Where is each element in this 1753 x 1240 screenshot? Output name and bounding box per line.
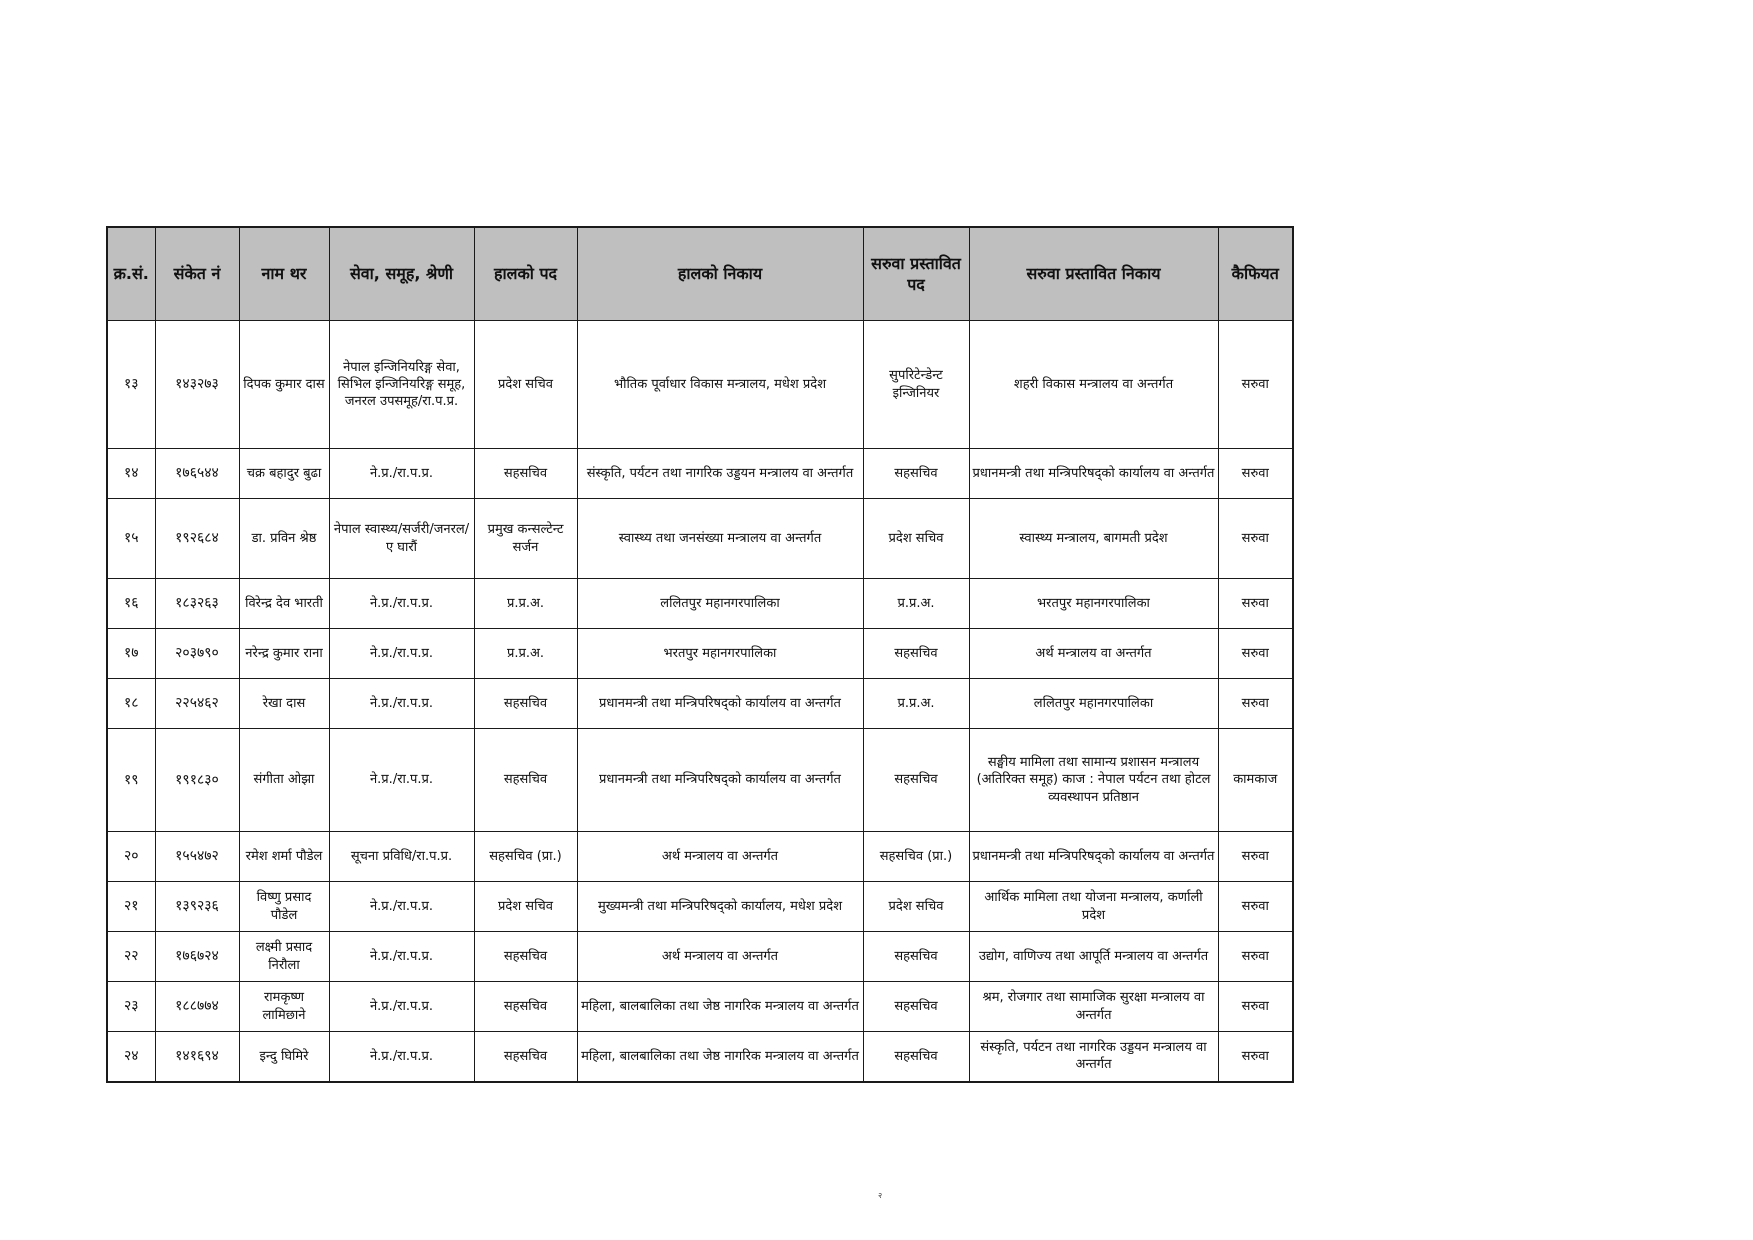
- cell-proposed-office: ललितपुर महानगरपालिका: [969, 679, 1218, 729]
- cell-current-office: अर्थ मन्त्रालय वा अन्तर्गत: [577, 832, 863, 882]
- cell-serial: १६: [107, 579, 155, 629]
- table-row: [107, 499, 1293, 579]
- cell-proposed-post: सहसचिव: [863, 932, 969, 982]
- cell-current-post: सहसचिव: [474, 982, 577, 1032]
- cell-current-post: प्रमुख कन्सल्टेन्ट सर्जन: [474, 499, 577, 579]
- cell-current-post: प्र.प्र.अ.: [474, 579, 577, 629]
- cell-proposed-post: सहसचिव: [863, 449, 969, 499]
- cell-current-post: सहसचिव: [474, 932, 577, 982]
- cell-remarks: कामकाज: [1218, 729, 1293, 832]
- cell-service-group: ने.प्र./रा.प.प्र.: [329, 679, 474, 729]
- cell-proposed-post: सहसचिव: [863, 629, 969, 679]
- table-row: [107, 679, 1293, 729]
- cell-current-post: प्र.प्र.अ.: [474, 629, 577, 679]
- cell-serial: २३: [107, 982, 155, 1032]
- cell-current-office: स्वास्थ्य तथा जनसंख्या मन्त्रालय वा अन्तर्गत: [577, 499, 863, 579]
- cell-service-group: नेपाल स्वास्थ्य/सर्जरी/जनरल/ए घारौं: [329, 499, 474, 579]
- cell-proposed-post: प्र.प्र.अ.: [863, 579, 969, 629]
- cell-name: संगीता ओझा: [239, 729, 329, 832]
- cell-current-office: भरतपुर महानगरपालिका: [577, 629, 863, 679]
- cell-code: १३९२३६: [155, 882, 239, 932]
- table-row: [107, 932, 1293, 982]
- cell-name: डा. प्रविन श्रेष्ठ: [239, 499, 329, 579]
- cell-current-post: सहसचिव: [474, 729, 577, 832]
- cell-current-office: महिला, बालबालिका तथा जेष्ठ नागरिक मन्त्रालय वा अन्तर्गत: [577, 982, 863, 1032]
- cell-proposed-office: उद्योग, वाणिज्य तथा आपूर्ति मन्त्रालय वा अन्तर्गत: [969, 932, 1218, 982]
- cell-remarks: सरुवा: [1218, 499, 1293, 579]
- table-row: [107, 832, 1293, 882]
- cell-code: २०३७९०: [155, 629, 239, 679]
- cell-name: दिपक कुमार दास: [239, 321, 329, 449]
- page-number: २: [878, 1191, 883, 1200]
- cell-name: नरेन्द्र कुमार राना: [239, 629, 329, 679]
- cell-code: १४१६९४: [155, 1032, 239, 1082]
- cell-name: रमेश शर्मा पौडेल: [239, 832, 329, 882]
- cell-current-post: प्रदेश सचिव: [474, 882, 577, 932]
- table-row: [107, 321, 1293, 449]
- cell-serial: २४: [107, 1032, 155, 1082]
- cell-name: इन्दु घिमिरे: [239, 1032, 329, 1082]
- cell-name: चक्र बहादुर बुढा: [239, 449, 329, 499]
- cell-remarks: सरुवा: [1218, 932, 1293, 982]
- cell-remarks: सरुवा: [1218, 629, 1293, 679]
- cell-remarks: सरुवा: [1218, 449, 1293, 499]
- header-code: संकेत नं: [155, 227, 239, 321]
- cell-name: विरेन्द्र देव भारती: [239, 579, 329, 629]
- cell-code: १९१८३०: [155, 729, 239, 832]
- cell-remarks: सरुवा: [1218, 832, 1293, 882]
- table-row: [107, 629, 1293, 679]
- cell-proposed-office: अर्थ मन्त्रालय वा अन्तर्गत: [969, 629, 1218, 679]
- cell-current-office: ललितपुर महानगरपालिका: [577, 579, 863, 629]
- cell-code: १७६७२४: [155, 932, 239, 982]
- cell-proposed-post: प्रदेश सचिव: [863, 882, 969, 932]
- cell-service-group: ने.प्र./रा.प.प्र.: [329, 932, 474, 982]
- cell-service-group: ने.प्र./रा.प.प्र.: [329, 729, 474, 832]
- cell-current-post: सहसचिव: [474, 449, 577, 499]
- cell-name: रामकृष्ण लामिछाने: [239, 982, 329, 1032]
- cell-service-group: ने.प्र./रा.प.प्र.: [329, 629, 474, 679]
- cell-code: १८३२६३: [155, 579, 239, 629]
- cell-serial: २०: [107, 832, 155, 882]
- cell-code: २२५४६२: [155, 679, 239, 729]
- cell-proposed-office: आर्थिक मामिला तथा योजना मन्त्रालय, कर्णाली प्रदेश: [969, 882, 1218, 932]
- cell-current-office: मुख्यमन्त्री तथा मन्त्रिपरिषद्को कार्यालय, मधेश प्रदेश: [577, 882, 863, 932]
- cell-current-office: भौतिक पूर्वाधार विकास मन्त्रालय, मधेश प्रदेश: [577, 321, 863, 449]
- cell-serial: १३: [107, 321, 155, 449]
- cell-proposed-post: प्रदेश सचिव: [863, 499, 969, 579]
- cell-code: १९२६८४: [155, 499, 239, 579]
- header-proposed-office: सरुवा प्रस्तावित निकाय: [969, 227, 1218, 321]
- cell-serial: १८: [107, 679, 155, 729]
- cell-current-office: अर्थ मन्त्रालय वा अन्तर्गत: [577, 932, 863, 982]
- header-row: [107, 227, 1293, 321]
- cell-service-group: सूचना प्रविधि/रा.प.प्र.: [329, 832, 474, 882]
- cell-proposed-office: भरतपुर महानगरपालिका: [969, 579, 1218, 629]
- cell-remarks: सरुवा: [1218, 679, 1293, 729]
- cell-current-office: प्रधानमन्त्री तथा मन्त्रिपरिषद्को कार्यालय वा अन्तर्गत: [577, 679, 863, 729]
- table-row: [107, 982, 1293, 1032]
- cell-service-group: ने.प्र./रा.प.प्र.: [329, 449, 474, 499]
- cell-proposed-post: सुपरिटेन्डेन्ट इन्जिनियर: [863, 321, 969, 449]
- cell-proposed-office: सङ्घीय मामिला तथा सामान्य प्रशासन मन्त्रालय (अतिरिक्त समूह) काज : नेपाल पर्यटन तथा होटल व्यवस्थापन प्रतिष्ठान: [969, 729, 1218, 832]
- header-service-group: सेवा, समूह, श्रेणी: [329, 227, 474, 321]
- cell-serial: १५: [107, 499, 155, 579]
- cell-serial: २२: [107, 932, 155, 982]
- cell-service-group: ने.प्र./रा.प.प्र.: [329, 882, 474, 932]
- cell-remarks: सरुवा: [1218, 321, 1293, 449]
- table-row: [107, 579, 1293, 629]
- cell-proposed-office: श्रम, रोजगार तथा सामाजिक सुरक्षा मन्त्रालय वा अन्तर्गत: [969, 982, 1218, 1032]
- table-row: [107, 449, 1293, 499]
- table-body: [107, 321, 1293, 1082]
- cell-name: विष्णु प्रसाद पौडेल: [239, 882, 329, 932]
- cell-code: १५५४७२: [155, 832, 239, 882]
- cell-proposed-office: प्रधानमन्त्री तथा मन्त्रिपरिषद्को कार्यालय वा अन्तर्गत: [969, 832, 1218, 882]
- header-proposed-post: सरुवा प्रस्तावित पद: [863, 227, 969, 321]
- cell-current-post: सहसचिव: [474, 679, 577, 729]
- cell-serial: १४: [107, 449, 155, 499]
- cell-current-post: प्रदेश सचिव: [474, 321, 577, 449]
- cell-proposed-post: प्र.प्र.अ.: [863, 679, 969, 729]
- table-row: [107, 729, 1293, 832]
- header-name: नाम थर: [239, 227, 329, 321]
- cell-service-group: ने.प्र./रा.प.प्र.: [329, 579, 474, 629]
- cell-remarks: सरुवा: [1218, 882, 1293, 932]
- cell-service-group: ने.प्र./रा.प.प्र.: [329, 1032, 474, 1082]
- cell-proposed-office: प्रधानमन्त्री तथा मन्त्रिपरिषद्को कार्यालय वा अन्तर्गत: [969, 449, 1218, 499]
- cell-name: लक्ष्मी प्रसाद निरौला: [239, 932, 329, 982]
- transfer-table: [106, 226, 1294, 1083]
- cell-proposed-office: संस्कृति, पर्यटन तथा नागरिक उड्डयन मन्त्रालय वा अन्तर्गत: [969, 1032, 1218, 1082]
- cell-service-group: नेपाल इन्जिनियरिङ्ग सेवा, सिभिल इन्जिनियरिङ्ग समूह, जनरल उपसमूह/रा.प.प्र.: [329, 321, 474, 449]
- cell-proposed-post: सहसचिव: [863, 1032, 969, 1082]
- cell-proposed-post: सहसचिव (प्रा.): [863, 832, 969, 882]
- header-serial: क्र.सं.: [107, 227, 155, 321]
- cell-proposed-post: सहसचिव: [863, 982, 969, 1032]
- cell-current-office: महिला, बालबालिका तथा जेष्ठ नागरिक मन्त्रालय वा अन्तर्गत: [577, 1032, 863, 1082]
- cell-current-post: सहसचिव (प्रा.): [474, 832, 577, 882]
- cell-name: रेखा दास: [239, 679, 329, 729]
- cell-service-group: ने.प्र./रा.प.प्र.: [329, 982, 474, 1032]
- table-row: [107, 882, 1293, 932]
- cell-current-office: प्रधानमन्त्री तथा मन्त्रिपरिषद्को कार्यालय वा अन्तर्गत: [577, 729, 863, 832]
- header-remarks: कैफियत: [1218, 227, 1293, 321]
- cell-proposed-post: सहसचिव: [863, 729, 969, 832]
- cell-code: १८८७७४: [155, 982, 239, 1032]
- cell-remarks: सरुवा: [1218, 579, 1293, 629]
- cell-proposed-office: शहरी विकास मन्त्रालय वा अन्तर्गत: [969, 321, 1218, 449]
- cell-current-post: सहसचिव: [474, 1032, 577, 1082]
- header-current-office: हालको निकाय: [577, 227, 863, 321]
- table-header: [107, 227, 1293, 321]
- cell-serial: १७: [107, 629, 155, 679]
- cell-current-office: संस्कृति, पर्यटन तथा नागरिक उड्डयन मन्त्रालय वा अन्तर्गत: [577, 449, 863, 499]
- cell-proposed-office: स्वास्थ्य मन्त्रालय, बागमती प्रदेश: [969, 499, 1218, 579]
- cell-serial: २१: [107, 882, 155, 932]
- cell-remarks: सरुवा: [1218, 1032, 1293, 1082]
- cell-code: १४३२७३: [155, 321, 239, 449]
- cell-code: १७६५४४: [155, 449, 239, 499]
- table-row: [107, 1032, 1293, 1082]
- header-current-post: हालको पद: [474, 227, 577, 321]
- cell-remarks: सरुवा: [1218, 982, 1293, 1032]
- cell-serial: १९: [107, 729, 155, 832]
